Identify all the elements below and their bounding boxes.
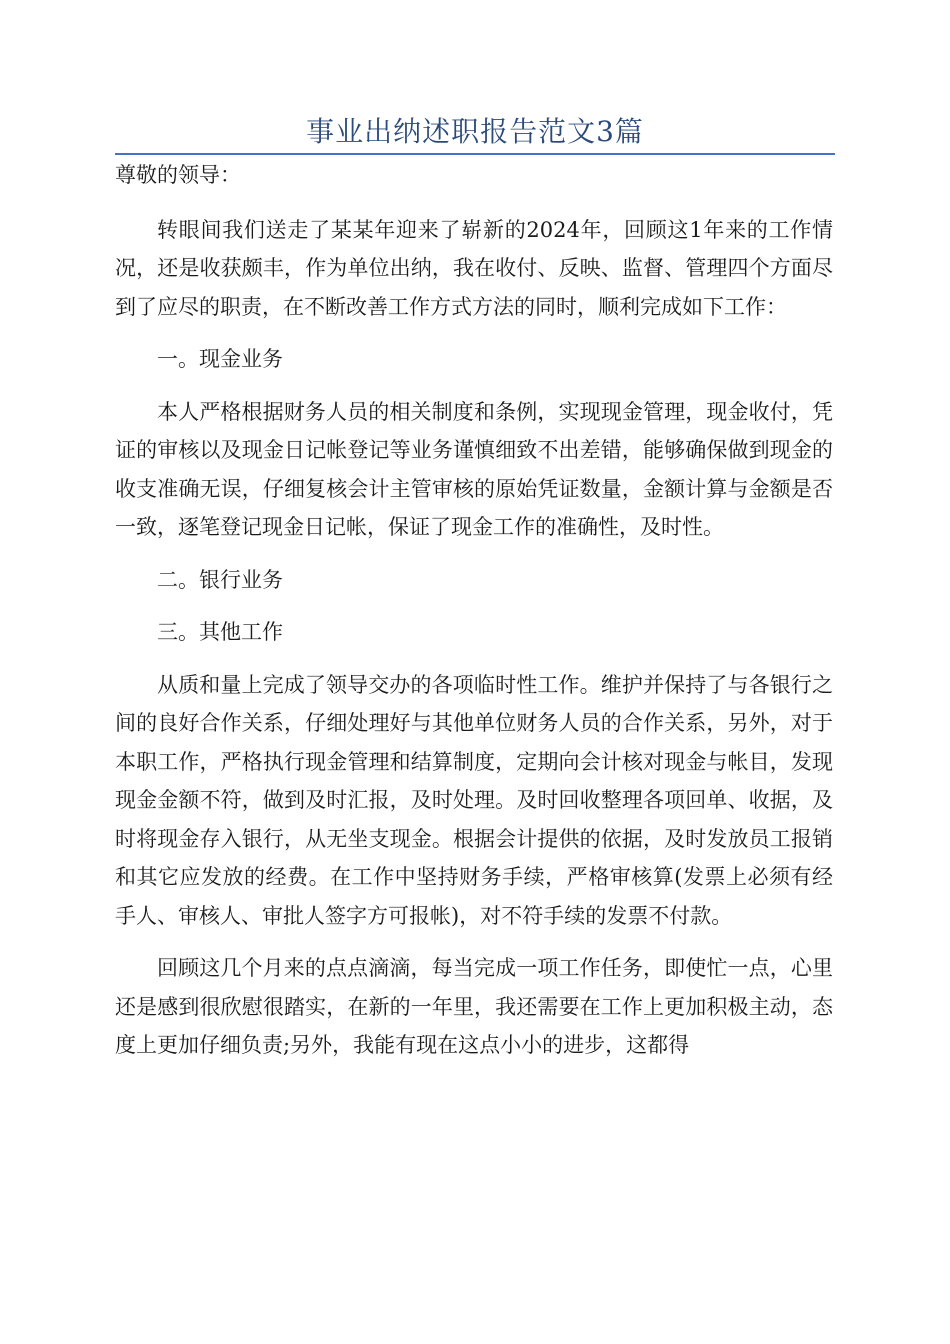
paragraph-review: 回顾这几个月来的点点滴滴，每当完成一项工作任务，即使忙一点，心里还是感到很欣慰很踏实，在新的一年里，我还需要在工作上更加积极主动，态度上更加仔细负责;另外，我能有现在这点小小的进步，这都得 [115,956,833,1057]
paragraph-intro: 转眼间我们送走了某某年迎来了崭新的2024年，回顾这1年来的工作情况，还是收获颇丰，作为单位出纳，我在收付、反映、监督、管理四个方面尽到了应尽的职责，在不断改善工作方式方法的同时，顺利完成如下工作： [115,217,833,319]
section-heading-cash: 一。现金业务 [157,347,283,371]
section-heading-other: 三。其他工作 [157,620,283,644]
document-body [115,150,833,1079]
paragraph-cash: 本人严格根据财务人员的相关制度和条例，实现现金管理，现金收付，凭证的审核以及现金日记帐登记等业务谨慎细致不出差错，能够确保做到现金的收支准确无误，仔细复核会计主管审核的原始凭证数量，金额计算与金额是否一致，逐笔登记现金日记帐，保证了现金工作的准确性，及时性。 [115,399,833,539]
paragraph-other: 从质和量上完成了领导交办的各项临时性工作。维护并保持了与各银行之间的良好合作关系，仔细处理好与其他单位财务人员的合作关系，另外，对于本职工作，严格执行现金管理和结算制度，定期向会计核对现金与帐目，发现现金金额不符，做到及时汇报，及时处理。及时回收整理各项回单、收据，及时将现金存入银行，从无坐支现金。根据会计提供的依据，及时发放员工报销和其它应发放的经费。在工作中坚持财务手续，严格审核算(发票上必须有经手人、审核人、审批人签字方可报帐)，对不符手续的发票不付款。 [115,672,833,928]
section-heading-bank: 二。银行业务 [157,567,283,592]
document-title: 事业出纳述职报告范文3篇 [306,115,644,148]
salutation: 尊敬的领导： [115,163,241,187]
